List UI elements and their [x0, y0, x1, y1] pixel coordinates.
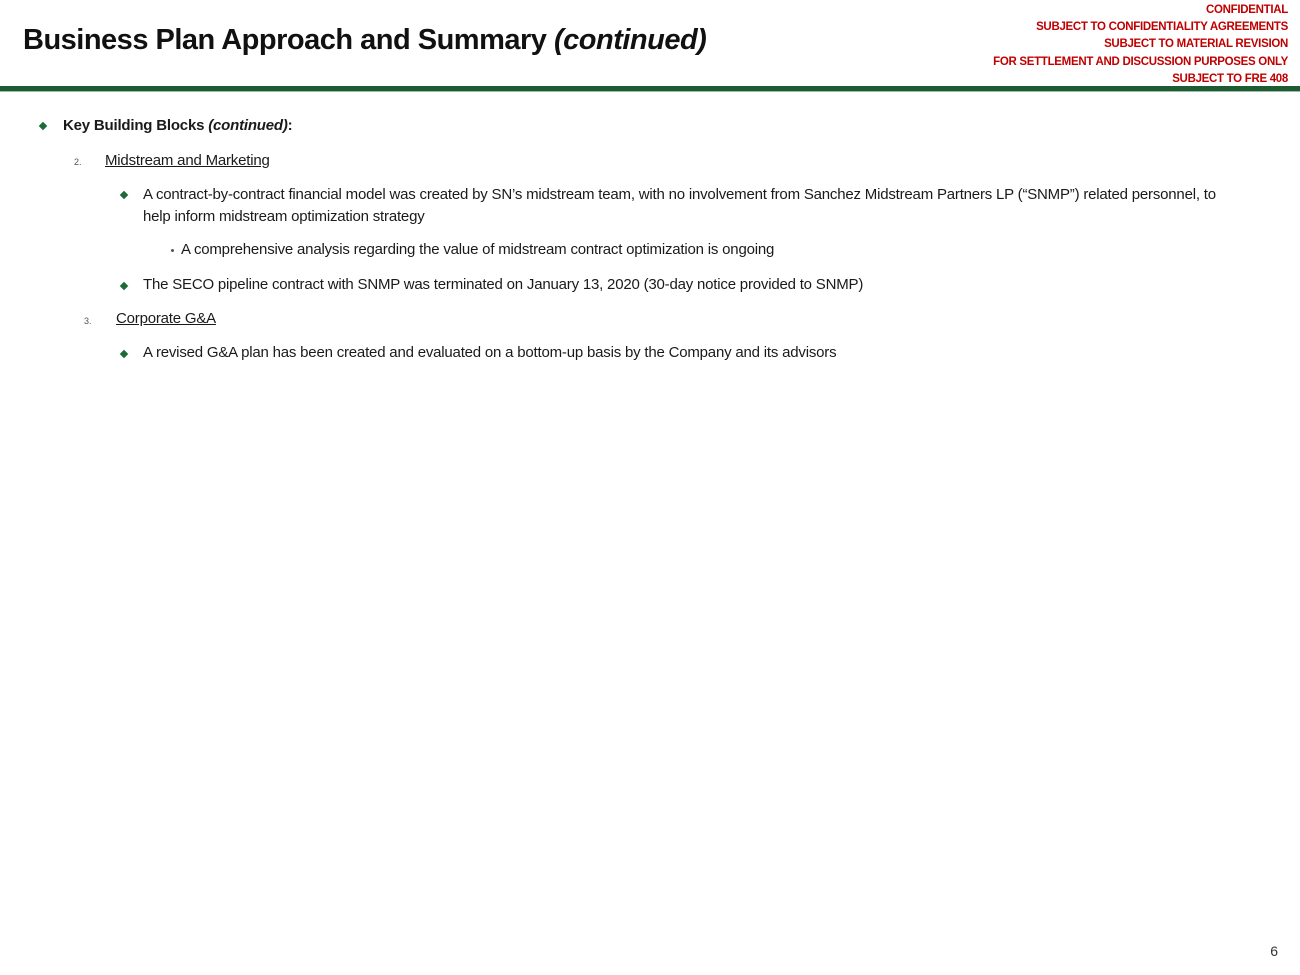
confidentiality-line: SUBJECT TO CONFIDENTIALITY AGREEMENTS — [1036, 21, 1288, 34]
key-building-blocks-label: Key Building Blocks — [63, 117, 205, 134]
section-2-sub-bullet-1: A comprehensive analysis regarding the value of midstream contract optimization is ongoing — [181, 241, 775, 258]
diamond-bullet-icon — [120, 282, 128, 290]
confidentiality-line: FOR SETTLEMENT AND DISCUSSION PURPOSES ONLY — [993, 55, 1288, 68]
section-2-title: Midstream and Marketing — [105, 152, 270, 169]
key-building-blocks-colon: : — [287, 117, 293, 134]
confidentiality-line: CONFIDENTIAL — [1205, 4, 1288, 16]
section-2-bullet-1 — [143, 184, 1243, 228]
key-building-blocks-heading — [63, 115, 292, 137]
page-title-main: Business Plan Approach and Summary — [23, 24, 547, 56]
sub-bullet-dot-icon — [171, 249, 174, 252]
section-3-title: Corporate G&A — [116, 310, 216, 327]
section-3-number: 3. — [84, 316, 92, 326]
diamond-bullet-icon — [39, 122, 47, 130]
header-divider-shadow — [0, 91, 1300, 92]
diamond-bullet-icon — [120, 350, 128, 358]
diamond-bullet-icon — [120, 191, 128, 199]
key-building-blocks-continued: (continued) — [208, 117, 288, 134]
page-title-continued: (continued) — [553, 24, 707, 56]
section-3-bullet-1: A revised G&A plan has been created and evaluated on a bottom-up basis by the Company and its advisors — [143, 344, 837, 361]
confidentiality-line: SUBJECT TO FRE 408 — [1172, 72, 1288, 85]
page-title — [23, 24, 706, 57]
section-2-bullet-1-text: A contract-by-contract financial model was created by SN’s midstream team, with no involvement from Sanchez Midstream Partners LP (“SNMP”) related personnel, to help inform midstream optimization strategy — [143, 186, 1216, 225]
section-2-bullet-2: The SECO pipeline contract with SNMP was terminated on January 13, 2020 (30-day notice provided to SNMP) — [143, 276, 864, 293]
confidentiality-notice — [993, 2, 1288, 88]
page-number: 6 — [1270, 943, 1278, 959]
confidentiality-line: SUBJECT TO MATERIAL REVISION — [1104, 38, 1288, 51]
section-2-number: 2. — [74, 157, 82, 167]
